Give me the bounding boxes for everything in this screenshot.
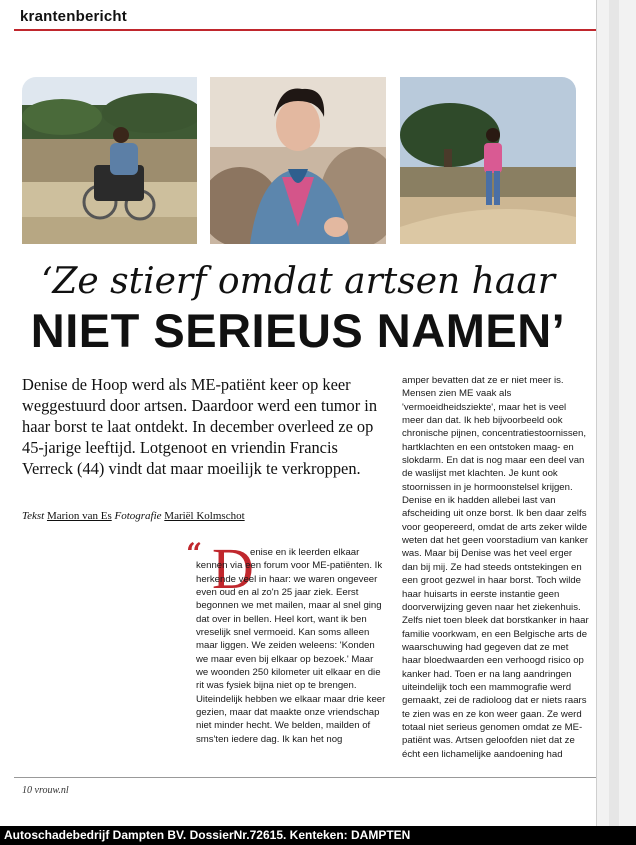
section-label: krantenbericht (20, 8, 127, 25)
body-column-right (402, 374, 590, 761)
credits-text-label: Tekst (22, 510, 45, 522)
footer-bar (0, 826, 636, 845)
credits-photo-label: Fotografie (114, 510, 162, 522)
credits (22, 510, 245, 522)
quote-mark: “ (186, 537, 203, 570)
credits-photographer: Mariël Kolmschot (164, 510, 245, 522)
body-left-text: enise en ik leerden elkaar kennen via een forum voor ME-patiënten. Ik herkende veel in haar: we waren ongeveer even oud en al zo'n 25 jaar ziek. Eerst begonnen we met mailen, maar al snel ging dat over in bellen. Heel kort, want ik ben vreselijk snel vermoeid. Kan soms alleen maar liggen. We zeiden weleens: 'Konden we maar even bij elkaar op bezoek.' Maar we woonden 250 kilometer uit elkaar en die rit was fysiek bijna niet op te brengen. Uiteindelijk hebben we elkaar maar drie keer gezien, maar dat maakte onze vriendschap niet minder hecht. We belden, mailden of sms'ten iedere dag. Ik kan het nog (196, 547, 386, 745)
drop-cap: D (212, 536, 254, 601)
intro-paragraph: Denise de Hoop werd als ME-patiënt keer op keer weggestuurd door artsen. Daardoor werd een tumor in haar borst te laat ontdekt. In december overleed ze op 45-jarige leeftijd. Lotgenoot en vriendin Francis Verreck (44) vindt dat maar moeilijk te verkroppen. (22, 375, 378, 478)
footer-text: Autoschadebedrijf Dampten BV. DossierNr.72615. Kenteken: DAMPTEN (4, 828, 411, 842)
credits-author: Marion van Es (46, 510, 112, 522)
photo-portrait (210, 77, 386, 244)
body-right-text: amper bevatten dat ze er niet meer is. Mensen zien ME vaak als 'vermoeidheidsziekte', maar het is veel meer dan dat. Ik heb bijvoorbeeld ook chronische pijnen, concentratiestoornissen, hartklachten en een ontstoken maag- en slokdarm. En dat is nog maar een deel van de waslijst met klachten. Je kunt ook stoornissen in je hormoonstelsel krijgen. Denise en ik hadden allebei last van afscheiding uit onze borst. Ik ben daar zelfs voor geopereerd, omdat de arts zeker wilde weten dat het geen voorstadium van kanker was. Maar bij Denise was het veel erger dan bij mij. Ze had steeds ontstekingen en een groot gezwel in haar borst. Toch wilde haar huisarts in eerste instantie geen doorverwijzing geven naar het ziekenhuis. Zelfs niet toen bleek dat borstkanker in haar familie voorkwam, en een Belgische arts de waarschuwing had gegeven dat ze met haar bloedwaarden een verhoogd risico op kanker had. Toen er na lang aandringen uiteindelijk toch een mammografie werd gemaakt, zei de radioloog dat er niets raars te zien was en ze kon weer gaan. Ze werd totaal niet serieus genomen omdat ze ME-patiënt was. Artsen geloofden niet dat ze écht een lichamelijke aandoening had (402, 375, 589, 760)
headline-line-2: NIET SERIEUS NAMEN’ (30, 304, 566, 357)
adjacent-page-edge (596, 0, 636, 826)
bottom-rule (14, 777, 596, 778)
photo-walking (400, 77, 576, 244)
headline-line-1: ‘Ze stierf omdat artsen haar (40, 261, 556, 302)
page-folio: 10 vrouw.nl (22, 785, 69, 796)
body-column-left (196, 546, 386, 746)
top-rule (14, 29, 596, 31)
photo-wheelchair (22, 77, 197, 244)
